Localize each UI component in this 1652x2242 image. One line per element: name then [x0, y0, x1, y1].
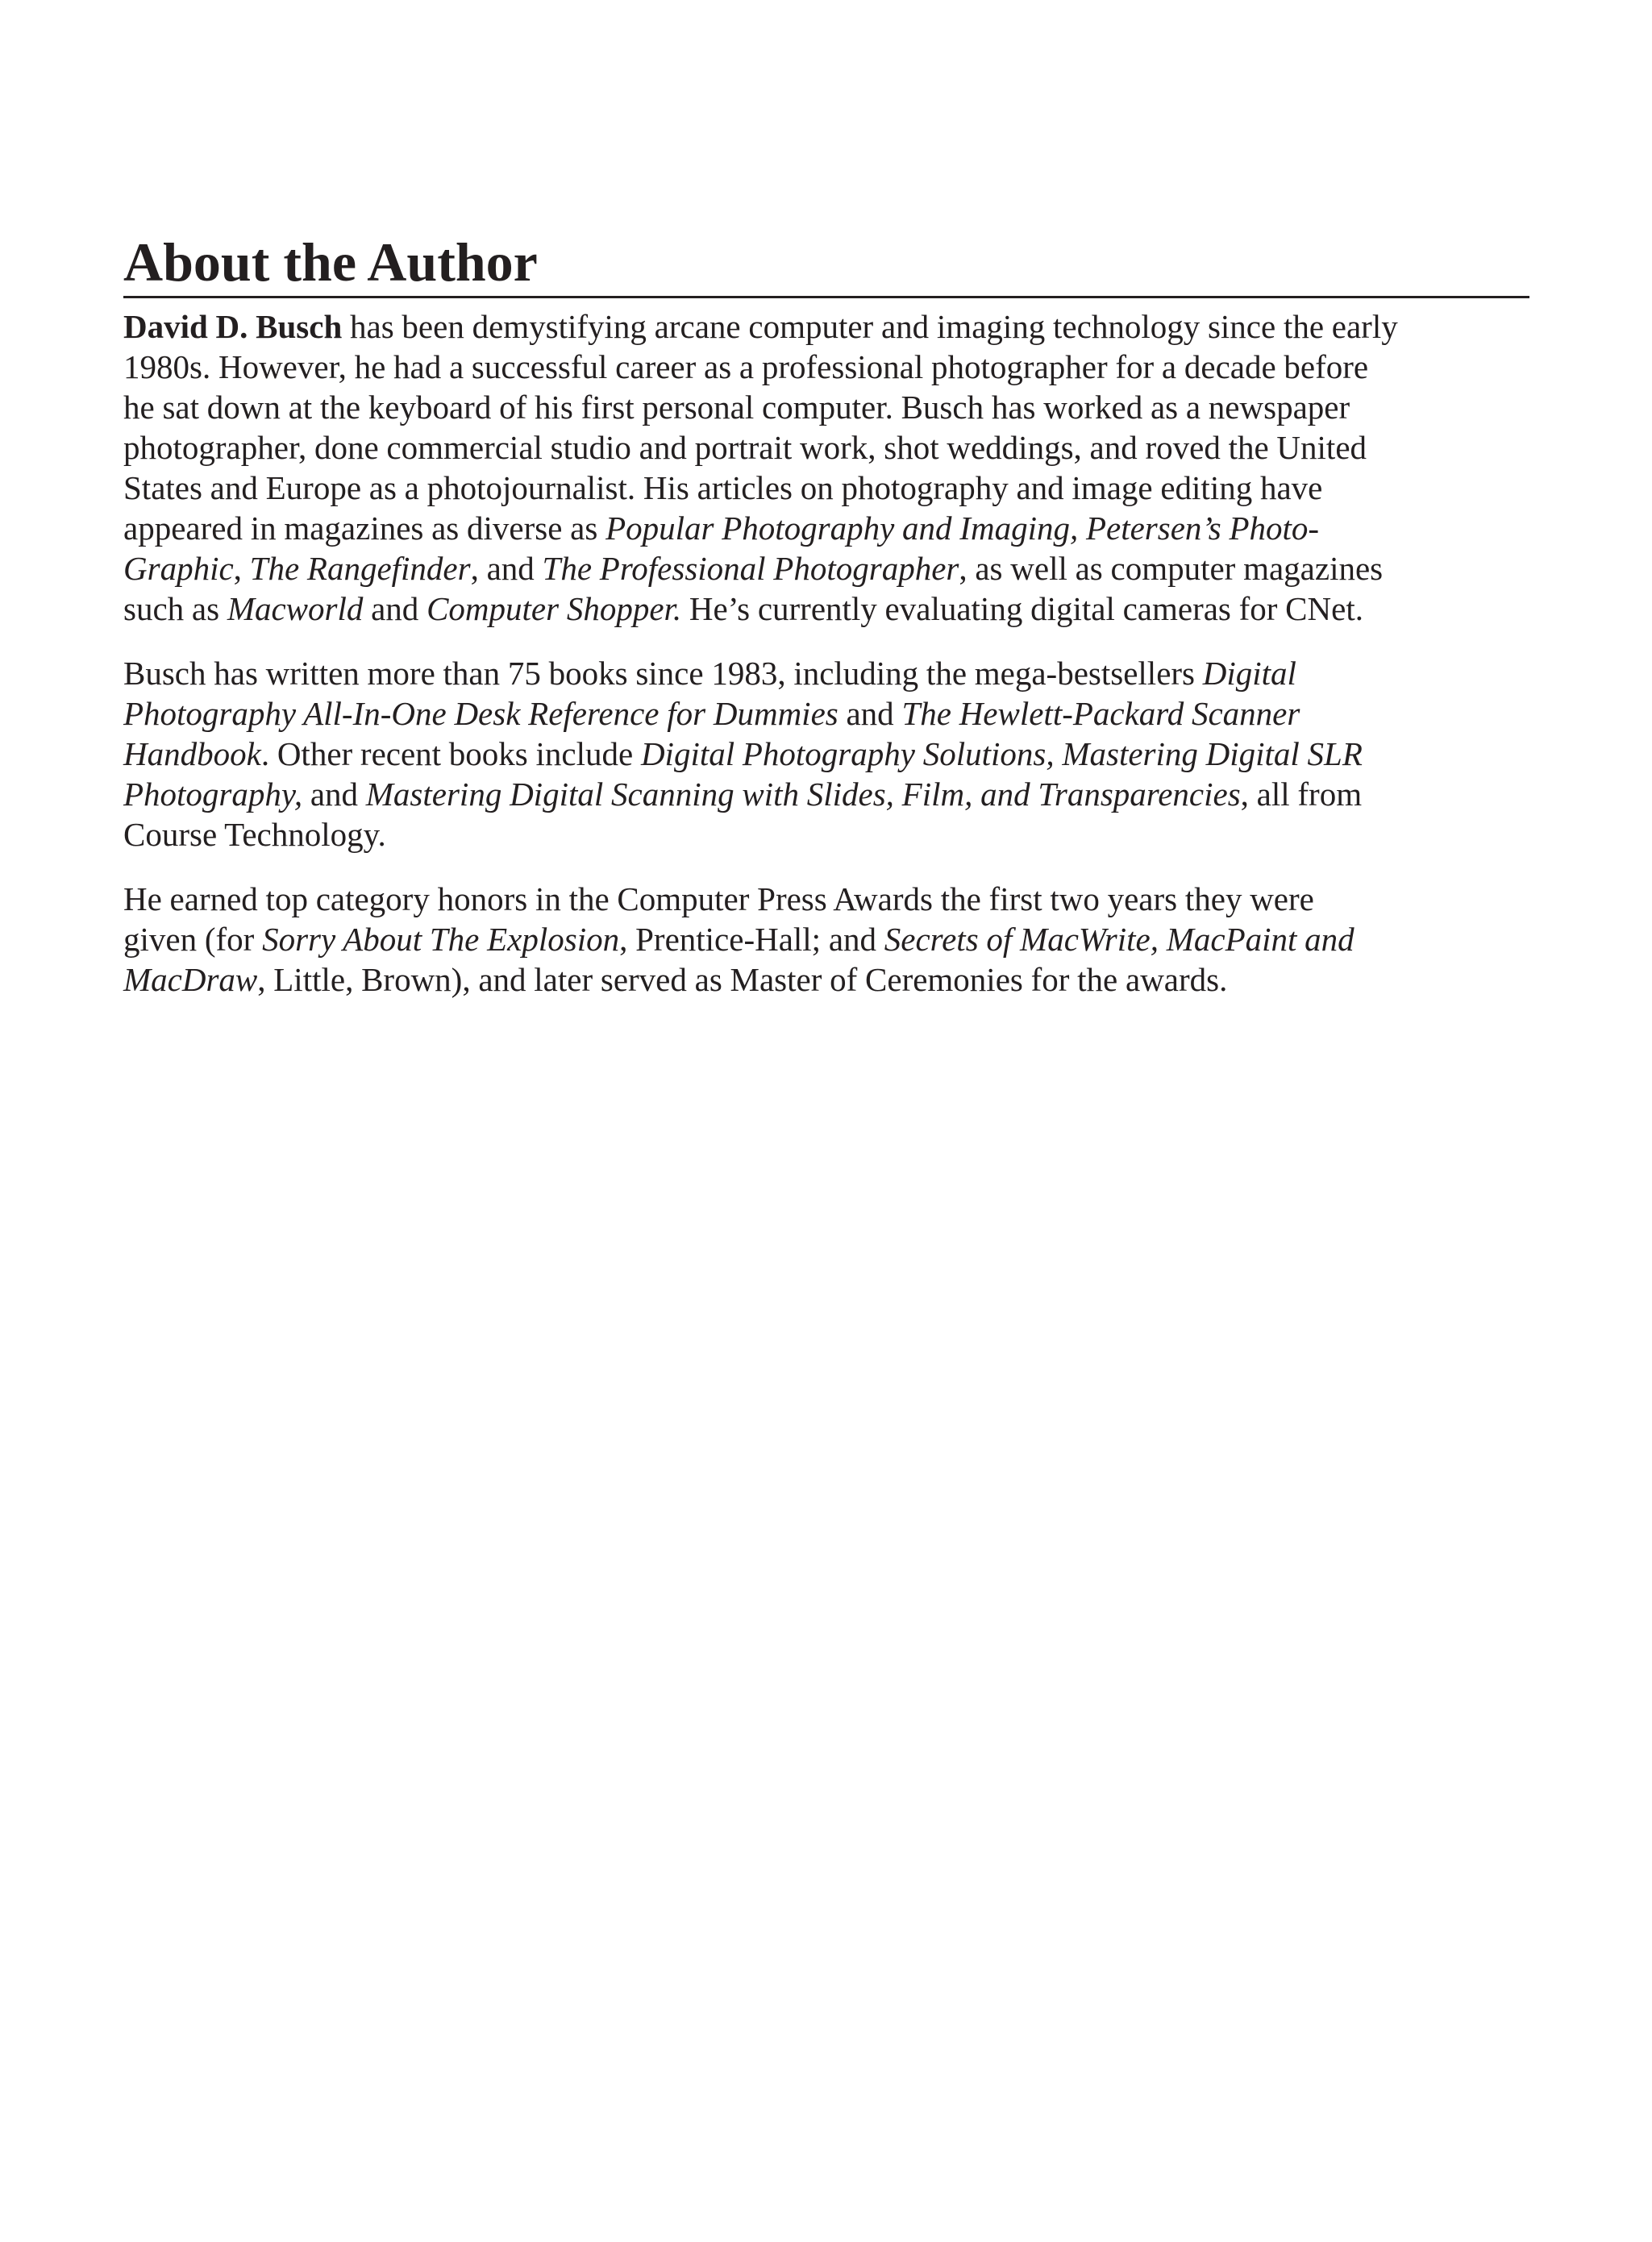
text-run: has been demystifying arcane computer and imaging technology since the early: [342, 308, 1398, 345]
text-line: [123, 508, 1529, 548]
text-run: . Other recent books include: [260, 735, 641, 772]
title-text: Photography,: [123, 776, 303, 813]
text-run: appeared in magazines as diverse as: [123, 510, 606, 547]
author-name: David D. Busch: [123, 308, 343, 345]
title-text: Handbook: [123, 735, 261, 772]
text-run: States and Europe as a photojournalist. His articles on photography and image editing have: [123, 469, 1323, 506]
text-run: , Prentice-Hall; and: [619, 921, 884, 958]
text-run: photographer, done commercial studio and portrait work, shot weddings, and roved the United: [123, 429, 1367, 466]
text-run: such as: [123, 590, 227, 627]
title-text: Digital: [1202, 655, 1296, 692]
text-line: [123, 879, 1529, 919]
paragraph: [123, 879, 1529, 1000]
text-run: he sat down at the keyboard of his first personal computer. Busch has worked as a newspaper: [123, 389, 1350, 426]
text-line: [123, 548, 1529, 589]
title-text: Macworld: [227, 590, 364, 627]
text-run: and: [302, 776, 366, 813]
text-run: , Little, Brown), and later served as Master of Ceremonies for the awards.: [257, 961, 1228, 998]
text-line: [123, 387, 1529, 427]
text-run: , as well as computer magazines: [959, 550, 1384, 587]
title-text: MacDraw: [123, 961, 258, 998]
text-run: and: [838, 695, 902, 732]
text-line: [123, 814, 1529, 855]
paragraph: [123, 306, 1529, 629]
about-author-section: [123, 230, 1529, 1000]
body-text: [123, 306, 1529, 1000]
text-line: [123, 734, 1529, 774]
title-text: Mastering Digital Scanning with Slides, Film, and Transparencies: [365, 776, 1241, 813]
title-text: Photography All-In-One Desk Reference for Dummies: [123, 695, 838, 732]
text-run: given (for: [123, 921, 263, 958]
title-text: Secrets of MacWrite, MacPaint and: [884, 921, 1354, 958]
title-text: Computer Shopper.: [427, 590, 682, 627]
text-line: [123, 959, 1529, 1000]
text-line: [123, 468, 1529, 508]
title-text: The Professional Photographer: [542, 550, 959, 587]
paragraph: [123, 653, 1529, 855]
title-text: The Hewlett-Packard Scanner: [901, 695, 1300, 732]
text-run: , and: [470, 550, 543, 587]
title-text: Digital Photography Solutions, Mastering Digital SLR: [640, 735, 1363, 772]
text-line: [123, 306, 1529, 347]
text-line: [123, 589, 1529, 629]
text-run: He’s currently evaluating digital cameras for CNet.: [681, 590, 1363, 627]
text-line: [123, 347, 1529, 387]
text-line: [123, 693, 1529, 734]
title-text: Popular Photography and Imaging, Petersen’s Photo-: [605, 510, 1320, 547]
title-text: The Rangefinder: [249, 550, 471, 587]
section-heading: About the Author: [123, 230, 1529, 298]
text-line: [123, 919, 1529, 959]
text-line: [123, 653, 1529, 693]
text-line: [123, 774, 1529, 814]
text-run: ,: [233, 550, 250, 587]
text-run: Busch has written more than 75 books since 1983, including the mega-bestsellers: [123, 655, 1203, 692]
title-text: Graphic: [123, 550, 234, 587]
text-line: [123, 427, 1529, 468]
title-text: Sorry About The Explosion: [262, 921, 620, 958]
text-run: and: [363, 590, 427, 627]
text-run: , all from: [1240, 776, 1363, 813]
text-run: 1980s. However, he had a successful career as a professional photographer for a decade before: [123, 348, 1369, 385]
text-run: Course Technology.: [123, 816, 386, 853]
text-run: He earned top category honors in the Computer Press Awards the first two years they were: [123, 880, 1314, 917]
